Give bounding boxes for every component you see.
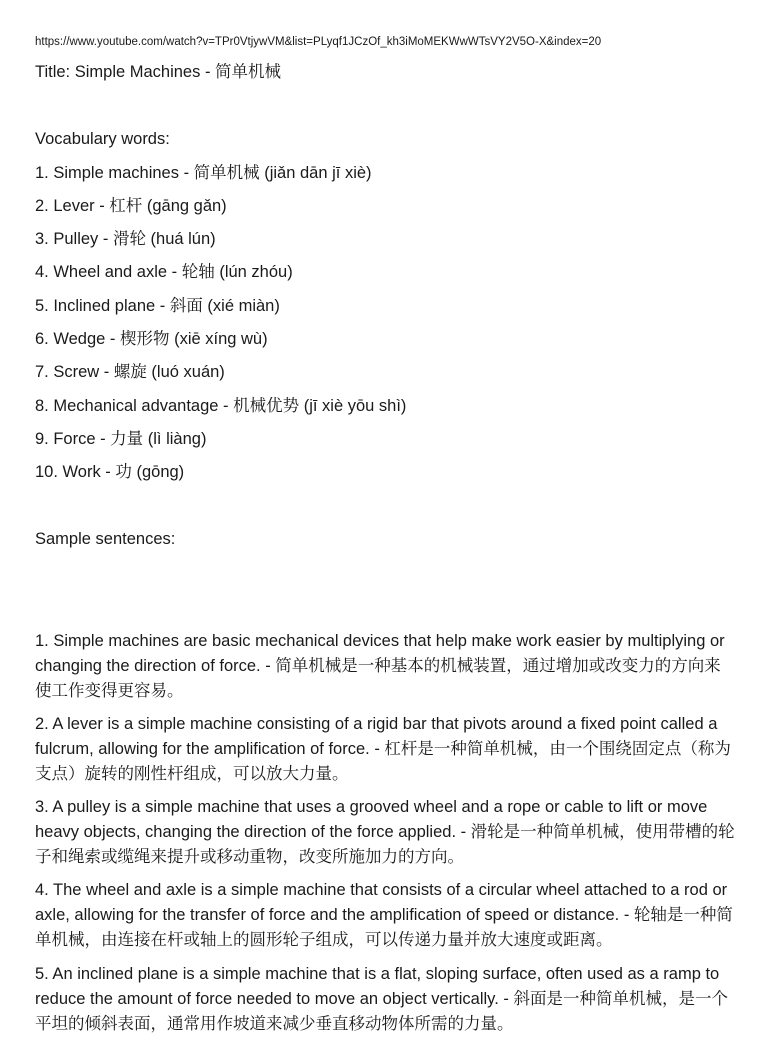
- vocab-item: 8. Mechanical advantage - 机械优势 (jī xiè yōu shì): [35, 397, 407, 415]
- vocab-item: 9. Force - 力量 (lì liàng): [35, 430, 207, 448]
- vocab-item: 5. Inclined plane - 斜面 (xié miàn): [35, 297, 280, 315]
- source-url[interactable]: https://www.youtube.com/watch?v=TPr0VtjywVM&list=PLyqf1JCzOf_kh3iMoMEKWwWTsVY2V5O-X&index=20: [35, 36, 602, 48]
- vocabulary-heading: Vocabulary words:: [35, 130, 170, 148]
- vocab-item: 3. Pulley - 滑轮 (huá lún): [35, 230, 216, 248]
- vocab-item: 1. Simple machines - 简单机械 (jiǎn dān jī xiè): [35, 164, 372, 182]
- sentences-heading: Sample sentences:: [35, 530, 176, 548]
- sample-sentence: 3. A pulley is a simple machine that uses a grooved wheel and a rope or cable to lift or move heavy objects, changing the direction of the force applied. - 滑轮是一种简单机械，使用带槽的轮子和绳索或缆绳来提升或移动重物，改变所施加力的方向。: [35, 798, 735, 866]
- vocab-item: 4. Wheel and axle - 轮轴 (lún zhóu): [35, 263, 293, 281]
- vocab-item: 2. Lever - 杠杆 (gāng gǎn): [35, 197, 227, 215]
- vocab-item: 7. Screw - 螺旋 (luó xuán): [35, 363, 225, 381]
- document-title: Title: Simple Machines - 简单机械: [35, 63, 282, 81]
- sample-sentence: 4. The wheel and axle is a simple machine that consists of a circular wheel attached to a rod or axle, allowing for the transfer of force and the amplification of speed or distance. - 轮轴是一种简单机械，由连接在杆或轴上的圆形轮子组成，可以传递力量并放大速度或距离。: [35, 881, 733, 949]
- sample-sentence: 1. Simple machines are basic mechanical devices that help make work easier by multiplying or changing the direction of force. - 简单机械是一种基本的机械装置，通过增加或改变力的方向来使工作变得更容易。: [35, 632, 725, 700]
- sample-sentence: 2. A lever is a simple machine consisting of a rigid bar that pivots around a fixed point called a fulcrum, allowing for the amplification of force. - 杠杆是一种简单机械，由一个围绕固定点（称为支点）旋转的刚性杆组成，可以放大力量。: [35, 715, 731, 783]
- sample-sentence: 5. An inclined plane is a simple machine that is a flat, sloping surface, often used as a ramp to reduce the amount of force needed to move an object vertically. - 斜面是一种简单机械，是一个平坦的倾斜表面，通常用作坡道来减少垂直移动物体所需的力量。: [35, 965, 728, 1033]
- vocab-item: 6. Wedge - 楔形物 (xiē xíng wù): [35, 330, 268, 348]
- vocab-item: 10. Work - 功 (gōng): [35, 463, 185, 481]
